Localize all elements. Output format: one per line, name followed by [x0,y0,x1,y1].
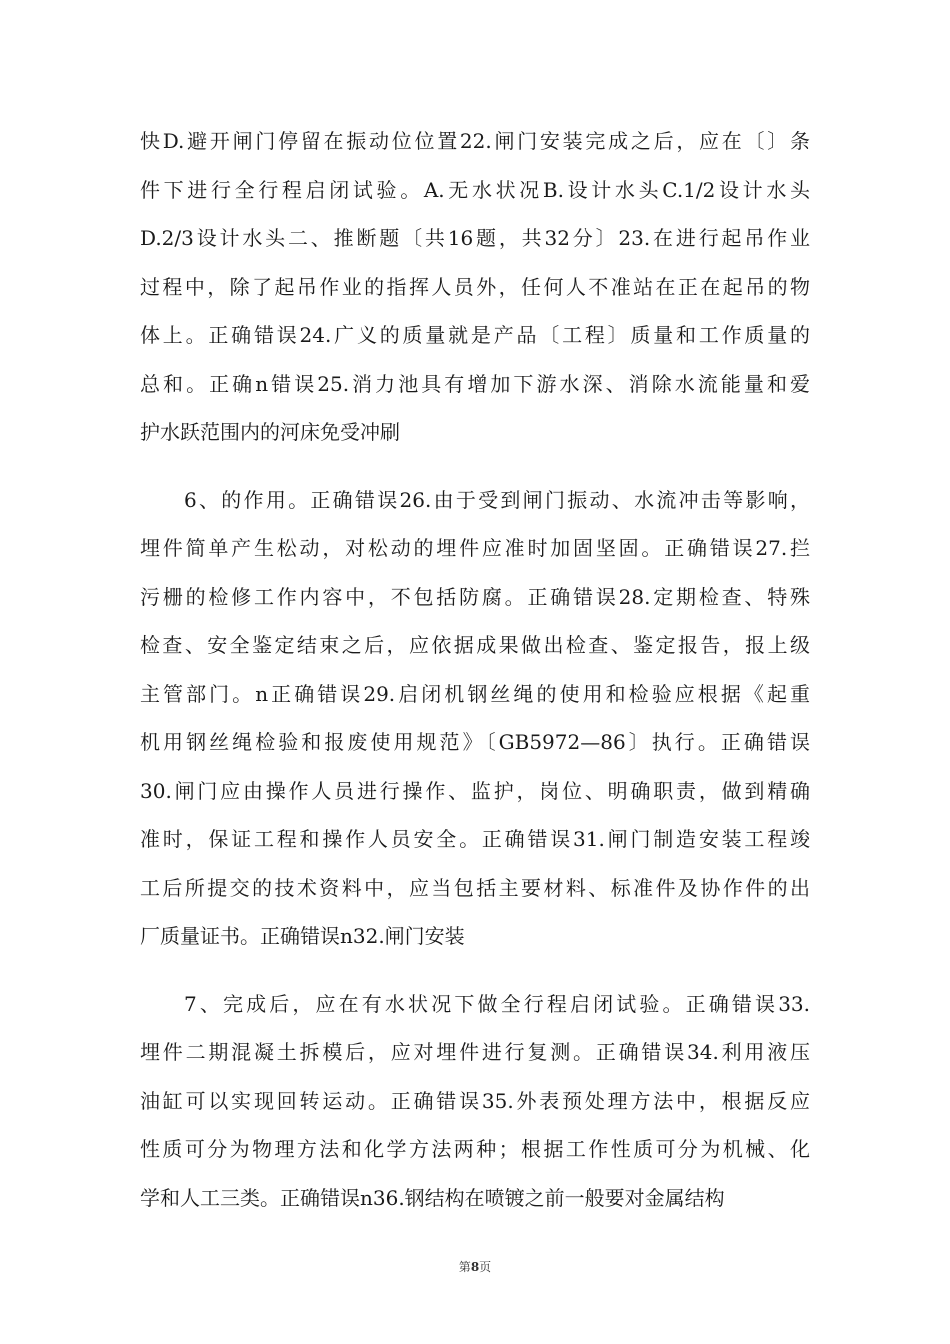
text-line: 埋件简单产生松动，对松动的埋件应准时加固坚固。正确错误27.拦 [140,536,810,560]
text-line: 快D.避开闸门停留在振动位位置22.闸门安装完成之后，应在〔〕条 [140,129,810,153]
text-line: 学和人工三类。正确错误n36.钢结构在喷镀之前一般要对金属结构 [140,1185,725,1210]
text-line: 30.闸门应由操作人员进行操作、监护，岗位、明确职责，做到精确 [140,778,810,803]
text-line: 性质可分为物理方法和化学方法两种；根据工作性质可分为机械、化 [140,1137,810,1161]
page-number: 8 [470,1260,480,1274]
text-line: 工后所提交的技术资料中，应当包括主要材料、标准件及协作件的出 [140,875,810,900]
footer-suffix: 页 [479,1260,492,1274]
text-line: 体上。正确错误24.广义的质量就是产品〔工程〕质量和工作质量的 [140,323,810,347]
text-line: 油缸可以实现回转运动。正确错误35.外表预处理方法中，根据反应 [140,1088,810,1113]
text-line: 过程中，除了起吊作业的指挥人员外，任何人不准站在正在起吊的物 [140,274,810,299]
text-line: 机用钢丝绳检验和报废使用规范》〔GB5972—86〕执行。正确错误 [140,730,810,754]
footer-prefix: 第 [458,1260,471,1274]
text-line: 护水跃范围内的河床免受冲刷 [140,420,400,444]
text-line: 污栅的检修工作内容中，不包括防腐。正确错误28.定期检查、特殊 [140,584,810,609]
text-line: 7、完成后，应在有水状况下做全行程启闭试验。正确错误33. [184,991,810,1016]
text-line: 6、的作用。正确错误26.由于受到闸门振动、水流冲击等影响， [184,487,810,512]
paragraph [140,476,810,961]
text-line: D.2/3设计水头二、推断题〔共16题，共32分〕23.在进行起吊作业 [140,226,810,250]
text-line: 厂质量证书。正确错误n32.闸门安装 [140,924,465,948]
text-line: 准时，保证工程和操作人员安全。正确错误31.闸门制造安装工程竣 [140,827,810,851]
text-line: 件下进行全行程启闭试验。A.无水状况B.设计水头C.1/2设计水头 [140,177,810,202]
text-line: 检查、安全鉴定结束之后，应依据成果做出检查、鉴定报告，报上级 [140,633,810,657]
paragraph [140,980,810,1223]
text-line: 总和。正确n错误25.消力池具有增加下游水深、消除水流能量和爱 [140,371,810,396]
text-line: 埋件二期混凝土拆模后，应对埋件进行复测。正确错误34.利用液压 [140,1040,810,1064]
paragraph [140,117,810,457]
page-footer [0,1258,950,1275]
document-body [140,117,810,1241]
text-line: 主管部门。n正确错误29.启闭机钢丝绳的使用和检验应根据《起重 [140,681,810,706]
